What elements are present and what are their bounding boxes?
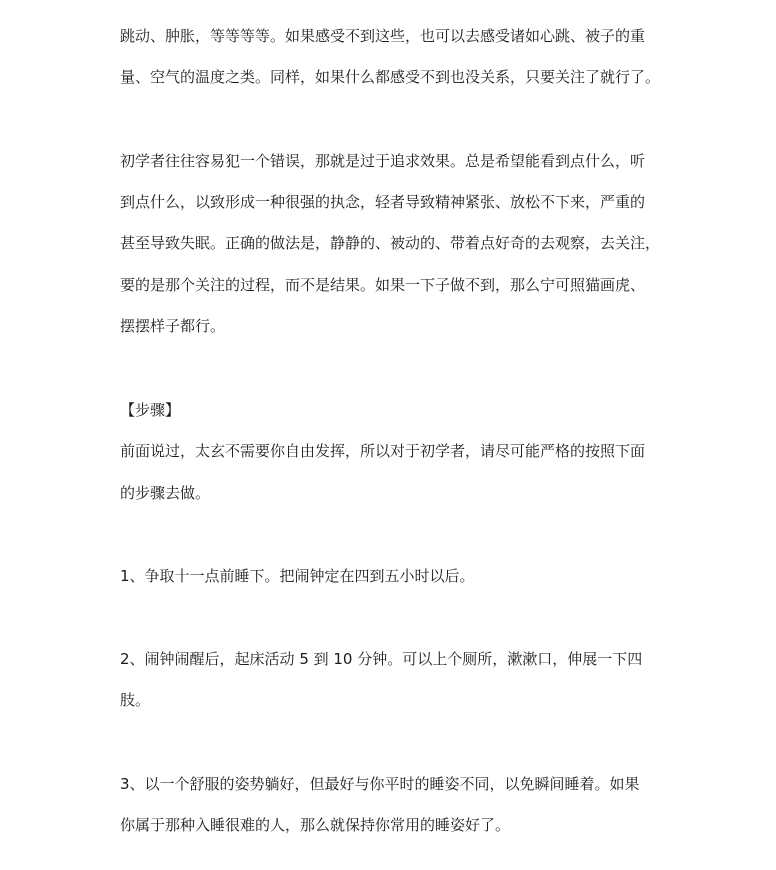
text-line: 要的是那个关注的过程，而不是结果。如果一下子做不到，那么宁可照猫画虎、 <box>120 276 646 294</box>
text-line: 前面说过，太玄不需要你自由发挥，所以对于初学者，请尽可能严格的按照下面 <box>120 442 646 460</box>
step-item: 1、争取十一点前睡下。把闹钟定在四到五小时以后。 <box>120 567 475 585</box>
text-line: 摆摆样子都行。 <box>120 317 226 335</box>
text-line: 到点什么，以致形成一种很强的执念，轻者导致精神紧张、放松不下来，严重的 <box>120 193 646 211</box>
section-heading: 【步骤】 <box>120 401 181 419</box>
text-line: 肢。 <box>120 691 151 709</box>
text-line: 的步骤去做。 <box>120 484 211 502</box>
text-line: 甚至导致失眠。正确的做法是，静静的、被动的、带着点好奇的去观察，去关注， <box>120 234 661 252</box>
step-item: 2、闹钟闹醒后，起床活动 5 到 10 分钟。可以上个厕所，漱漱口，伸展一下四 <box>120 650 643 668</box>
text-line: 初学者往往容易犯一个错误，那就是过于追求效果。总是希望能看到点什么，听 <box>120 152 646 170</box>
text-line: 量、空气的温度之类。同样，如果什么都感受不到也没关系，只要关注了就行了。 <box>120 68 661 86</box>
text-line: 跳动、肿胀，等等等等。如果感受不到这些，也可以去感受诸如心跳、被子的重 <box>120 27 646 45</box>
text-line: 你属于那种入睡很难的人，那么就保持你常用的睡姿好了。 <box>120 816 511 834</box>
step-item: 3、以一个舒服的姿势躺好，但最好与你平时的睡姿不同，以免瞬间睡着。如果 <box>120 775 640 793</box>
